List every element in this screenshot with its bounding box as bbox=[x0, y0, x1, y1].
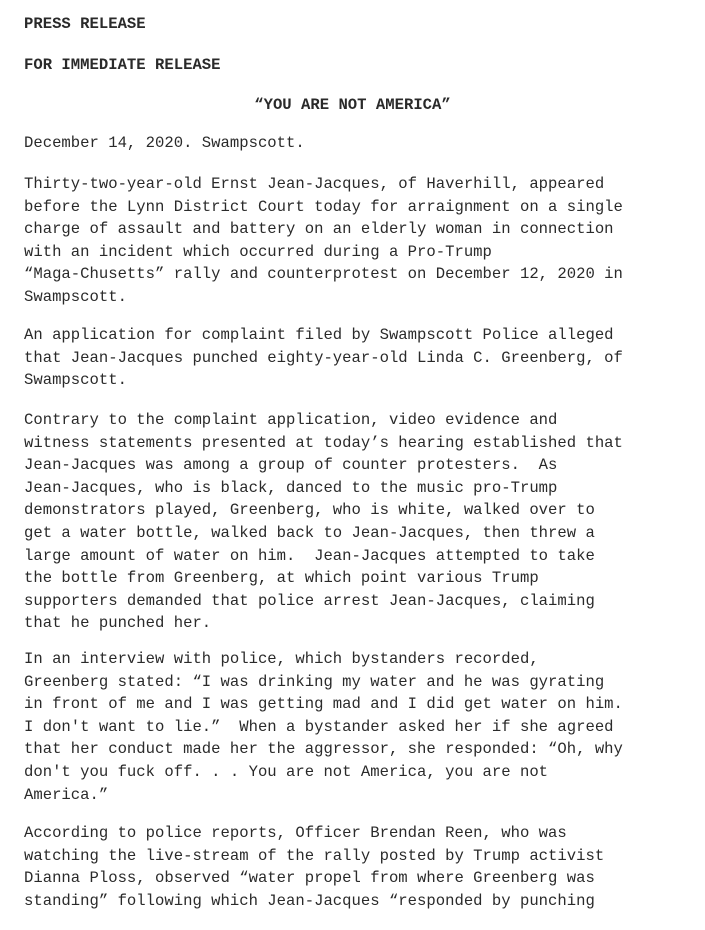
text-line: I don't want to lie.” When a bystander asked her if she agreed bbox=[24, 717, 614, 736]
text-line: with an incident which occurred during a Pro-Trump bbox=[24, 242, 492, 261]
text-line: America.” bbox=[24, 785, 109, 804]
text-line: get a water bottle, walked back to Jean-Jacques, then threw a bbox=[24, 523, 595, 542]
text-line: demonstrators played, Greenberg, who is white, walked over to bbox=[24, 501, 595, 520]
text-line: that her conduct made her the aggressor, she responded: “Oh, why bbox=[24, 740, 623, 759]
text-line: Jean-Jacques, who is black, danced to the music pro-Trump bbox=[24, 478, 558, 497]
paragraph-1 bbox=[24, 173, 694, 309]
text-line: the bottle from Greenberg, at which point various Trump bbox=[24, 569, 539, 588]
paragraph-4 bbox=[24, 648, 694, 806]
release-line: FOR IMMEDIATE RELEASE bbox=[24, 56, 221, 74]
text-line: supporters demanded that police arrest Jean-Jacques, claiming bbox=[24, 591, 595, 610]
text-line: “Maga-Chusetts” rally and counterprotest on December 12, 2020 in bbox=[24, 265, 623, 284]
text-line: Jean-Jacques was among a group of counter protesters. As bbox=[24, 456, 558, 475]
text-line: before the Lynn District Court today for arraignment on a single bbox=[24, 197, 623, 216]
text-line: Dianna Ploss, observed “water propel from where Greenberg was bbox=[24, 869, 595, 888]
paragraph-5 bbox=[24, 822, 694, 912]
text-line: that he punched her. bbox=[24, 614, 212, 633]
text-line: in front of me and I was getting mad and I did get water on him. bbox=[24, 695, 623, 714]
text-line: large amount of water on him. Jean-Jacques attempted to take bbox=[24, 546, 595, 565]
press-release-label: PRESS RELEASE bbox=[24, 15, 146, 33]
text-line: Swampscott. bbox=[24, 287, 127, 306]
paragraph-2 bbox=[24, 324, 694, 392]
dateline: December 14, 2020. Swampscott. bbox=[24, 134, 305, 152]
text-line: that Jean-Jacques punched eighty-year-old Linda C. Greenberg, of bbox=[24, 348, 623, 367]
text-line: Swampscott. bbox=[24, 371, 127, 390]
text-line: don't you fuck off. . . You are not America, you are not bbox=[24, 762, 549, 781]
text-line: charge of assault and battery on an elderly woman in connection bbox=[24, 220, 614, 239]
text-line: An application for complaint filed by Swampscott Police alleged bbox=[24, 326, 614, 344]
text-line: Thirty-two-year-old Ernst Jean-Jacques, of Haverhill, appeared bbox=[24, 175, 605, 193]
text-line: According to police reports, Officer Brendan Reen, who was bbox=[24, 824, 567, 842]
text-line: standing” following which Jean-Jacques “responded by punching bbox=[24, 891, 595, 910]
text-line: In an interview with police, which bystanders recorded, bbox=[24, 650, 539, 668]
text-line: Contrary to the complaint application, video evidence and bbox=[24, 411, 558, 429]
text-line: witness statements presented at today’s hearing established that bbox=[24, 433, 623, 452]
paragraph-3 bbox=[24, 409, 694, 635]
document-title: “YOU ARE NOT AMERICA” bbox=[254, 96, 451, 114]
text-line: watching the live-stream of the rally posted by Trump activist bbox=[24, 846, 605, 865]
text-line: Greenberg stated: “I was drinking my water and he was gyrating bbox=[24, 672, 605, 691]
